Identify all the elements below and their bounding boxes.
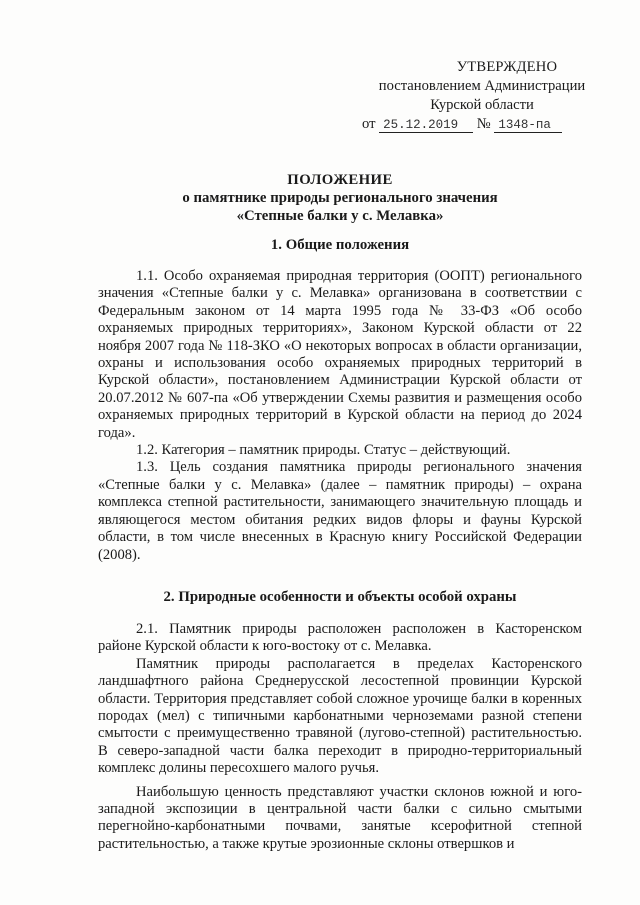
section-2-heading: 2. Природные особенности и объекты особой охраны — [163, 589, 517, 605]
paragraph-2-1: 2.1. Памятник природы расположен расположен в Касторенском районе Курской области к юго-востоку от с. Мелавка. — [98, 621, 582, 655]
paragraph-1-3: 1.3. Цель создания памятника природы регионального значения «Степные балки у с. Мелавка» (далее – памятник природы) – охрана комплекса степной растительности, занимающего значительную площадь и являющегося местом обитания редких видов флоры и фауны Курской области, в том числе внесенных в Красную книгу Российской Федерации (2008). — [98, 459, 582, 563]
approval-ot-label: от — [362, 116, 376, 132]
paragraph-1-1: 1.1. Особо охраняемая природная территория (ООПТ) регионального значения «Степные балки у с. Мелавка» организована в соответствии с Федеральным законом от 14 марта 1995 года № 33-ФЗ «Об особо охраняемых природных территориях», Законом Курской области от 22 ноября 2007 года № 118-ЗКО «О некоторых вопросах в области организации, охраны и использования особо охраняемых природных территорий в Курской области», постановлением Администрации Курской области от 20.07.2012 № 607-па «Об утверждении Схемы развития и размещения особо охраняемых природных территорий в Курской области на период до 2024 года». — [98, 268, 582, 441]
approval-signature-line — [362, 115, 602, 134]
paragraph-2-2: Памятник природы располагается в пределах Касторенского ландшафтного района Среднерусской лесостепной провинции Курской области. Территория представляет собой сложное урочище балки в коренных породах (мел) с типичными карбонатными черноземами разной степени смытости с преимущественно травяной (лугово-степной) растительностью. В северо-западной части балка переходит в природно-территориальный комплекс долины пересохшего малого ручья. — [98, 655, 582, 777]
approval-number-label: № — [476, 116, 491, 132]
document-title — [90, 171, 590, 225]
section-2-body — [98, 621, 582, 853]
approval-number: 1348-па — [494, 118, 562, 133]
title-line-3: «Степные балки у с. Мелавка» — [236, 208, 444, 224]
section-1-body — [98, 268, 582, 564]
approval-line-2: Курской области — [430, 97, 534, 113]
title-line-2: о памятнике природы регионального значения — [182, 190, 498, 206]
approval-stamp — [362, 58, 602, 134]
title-line-1: ПОЛОЖЕНИЕ — [287, 172, 393, 188]
paragraph-1-2: 1.2. Категория – памятник природы. Статус – действующий. — [136, 442, 511, 459]
section-1-heading: 1. Общие положения — [270, 237, 410, 253]
approval-date: 25.12.2019 — [379, 118, 473, 133]
approval-heading: УТВЕРЖДЕНО — [456, 59, 558, 75]
approval-line-1: постановлением Администрации — [378, 78, 586, 94]
paragraph-2-3: Наибольшую ценность представляют участки склонов южной и юго-западной экспозиции в центральной части балки с сильно смытыми перегнойно-карбонатными почвами, занятые ксерофитной степной растительностью, а также крутые эрозионные склоны отвершков и — [98, 783, 582, 852]
